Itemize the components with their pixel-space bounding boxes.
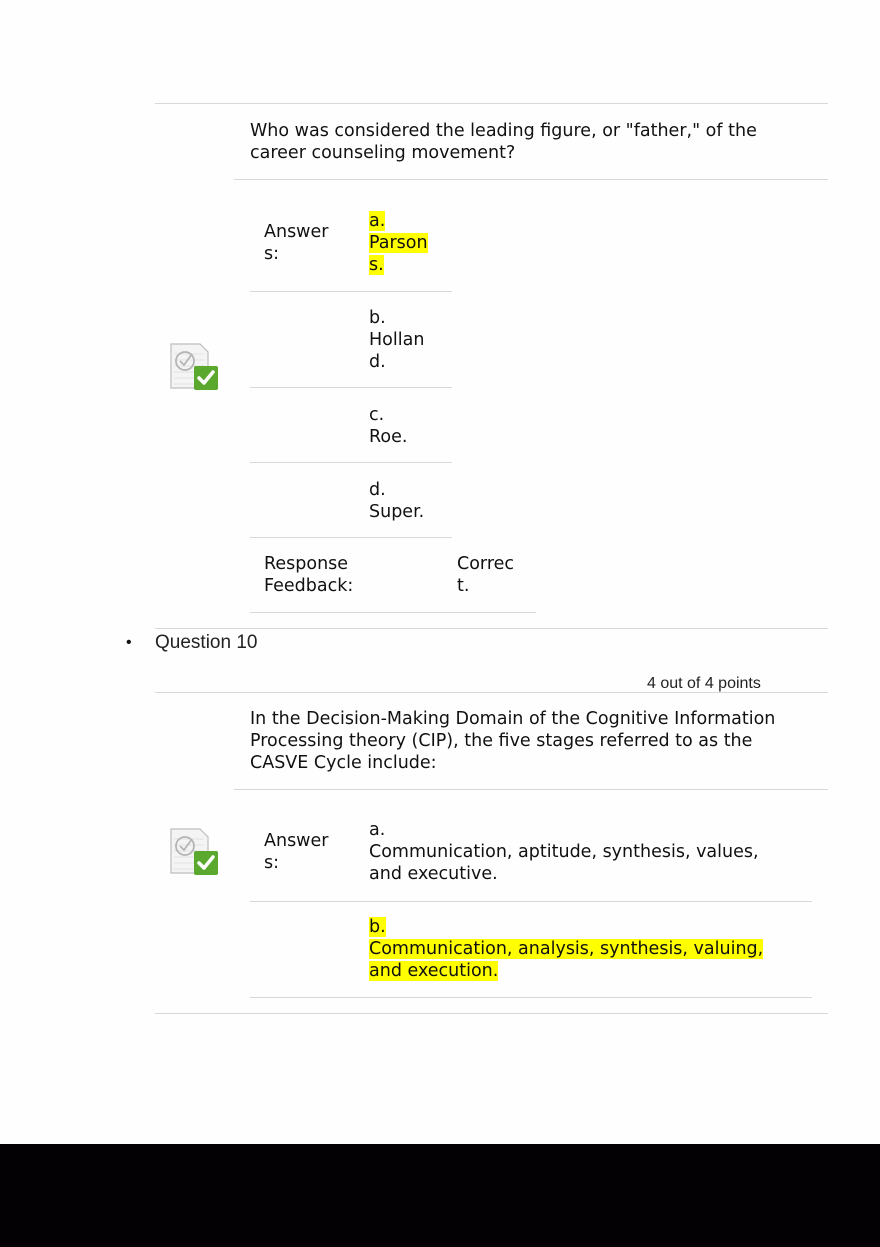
answer-option-d [369,479,424,523]
divider [234,789,828,790]
answer-line: Super. [369,502,425,522]
divider [155,628,828,629]
divider [250,901,812,902]
divider [155,103,828,104]
question-10-text [250,708,775,774]
answer-line: Communication, analysis, synthesis, valuing, [369,939,764,959]
answer-option-a [369,210,428,276]
answer-line: Hollan [369,330,425,350]
question-9-text [250,120,757,164]
answer-line: Roe. [369,427,408,447]
question-line: CASVE Cycle include: [250,753,437,773]
answer-option-c [369,404,407,448]
answer-line: a. [369,820,386,840]
question-line: Who was considered the leading figure, or "father," of the [250,121,757,141]
response-feedback-value [457,553,514,597]
label-line: Feedback: [264,576,354,596]
divider [234,179,828,180]
answer-option-b [369,916,763,982]
black-bar [0,1144,880,1247]
label-line: s: [264,244,280,264]
answer-line: s. [369,255,384,275]
answer-line: Communication, aptitude, synthesis, values, [369,842,759,862]
divider [155,692,828,693]
question-10-title[interactable]: Question 10 [155,632,258,653]
answer-line: a. [369,211,386,231]
response-feedback-label [264,553,353,597]
answer-line: b. [369,308,386,328]
points-badge: 4 out of 4 points [647,675,761,692]
feedback-line: t. [457,576,470,596]
divider [250,462,452,463]
divider [155,1013,828,1014]
answer-line: and executive. [369,864,498,884]
answer-line: and execution. [369,961,499,981]
label-line: Answer [264,222,329,242]
answer-option-a [369,819,759,885]
divider [250,997,812,998]
answers-label [264,221,328,265]
feedback-line: Correc [457,554,515,574]
answer-line: d. [369,352,386,372]
answer-line: b. [369,917,386,937]
answer-option-b [369,307,424,373]
label-line: Response [264,554,349,574]
correct-answer-icon [168,827,220,877]
question-line: Processing theory (CIP), the five stages referred to as the [250,731,753,751]
divider [250,612,536,613]
label-line: s: [264,853,280,873]
answer-line: c. [369,405,385,425]
question-bullet: • [126,634,132,651]
divider [250,387,452,388]
answers-label [264,830,328,874]
correct-answer-icon [168,342,220,392]
question-line: career counseling movement? [250,143,516,163]
question-line: In the Decision-Making Domain of the Cognitive Information [250,709,776,729]
answer-line: d. [369,480,386,500]
answer-line: Parson [369,233,428,253]
divider [250,291,452,292]
divider [250,537,452,538]
label-line: Answer [264,831,329,851]
